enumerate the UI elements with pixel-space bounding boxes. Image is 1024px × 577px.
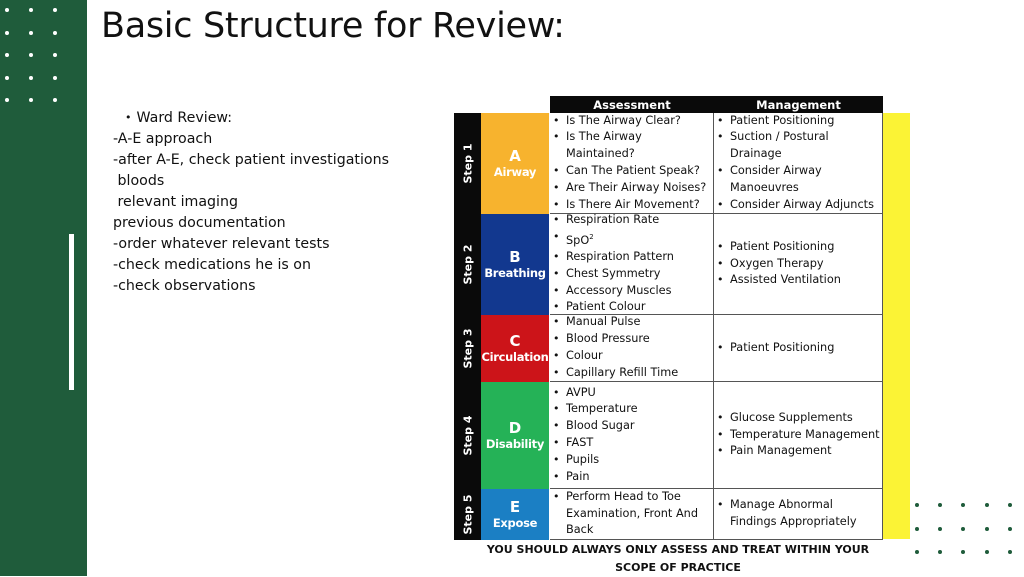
management-header: Management [714,96,883,113]
management-cell [714,382,883,489]
step-label [454,214,481,315]
management-item [717,272,882,289]
management-list [717,239,882,289]
assessment-item-text: Respiration Pattern [566,250,674,264]
letter-cell-c [481,315,549,383]
assessment-list [553,113,713,214]
letter: C [509,332,521,350]
management-item [717,239,882,256]
decorative-dot [1008,527,1012,531]
assessment-item-text: AVPU [566,385,596,399]
review-notes [113,107,443,297]
decorative-dot [938,527,942,531]
assessment-item-text: Pupils [566,452,600,466]
decorative-dot [915,527,919,531]
decorative-dot [985,527,989,531]
decorative-dot [29,31,33,35]
assessment-list [553,212,713,317]
assessment-item [553,249,713,266]
step-label [454,113,481,214]
assessment-item-text: Chest Symmetry [566,266,661,280]
letter: D [508,419,522,437]
bullet-dot-icon: • [125,111,132,124]
notes-line: -after A-E, check patient investigations [113,152,389,168]
management-cell [714,489,883,540]
management-item-text: Glucose Supplements [730,410,853,424]
assessment-item-text: Patient Colour [566,300,646,314]
management-list [717,497,882,531]
decorative-dot [1008,550,1012,554]
assessment-item-text: Manual Pulse [566,315,641,329]
assessment-item [553,365,713,382]
assessment-item-text: Are Their Airway Noises? [566,180,707,194]
notes-bullet [113,107,443,129]
assessment-item [553,180,713,197]
letter-word: Disability [485,437,545,451]
decorative-dot [29,8,33,12]
step-label-text: Step 3 [461,328,474,369]
management-item-text: Assisted Ventilation [730,273,841,287]
assessment-cell [550,315,714,382]
assessment-item-text: FAST [566,436,594,449]
step-label-text: Step 2 [461,244,474,285]
management-item-text: Pain Management [730,444,832,458]
decorative-dot [53,76,57,80]
decorative-dot [29,76,33,80]
management-item-text: Patient Positioning [730,113,835,127]
assessment-header: Assessment [550,96,714,113]
assessment-item [553,348,713,365]
step-label-text: Step 1 [461,143,474,184]
decorative-dot [915,503,919,507]
notes-bullet-text: Ward Review: [136,110,233,126]
assessment-item [553,418,713,435]
decorative-dot [29,98,33,102]
assessment-item [553,435,713,452]
assessment-list [553,314,713,381]
assessment-cell [550,382,714,489]
notes-line: -order whatever relevant tests [113,236,330,252]
letter-cell-e [481,489,549,541]
letter-cell-d [481,382,549,490]
management-item [717,443,882,460]
step-label-text: Step 5 [461,494,474,535]
decorative-dot [5,8,9,12]
management-item [717,163,882,197]
letter-word: Expose [492,516,538,530]
management-cell [714,315,883,382]
management-item [717,129,882,163]
assessment-item-text: Colour [566,349,603,362]
assessment-item-text: Is There Air Movement? [566,197,700,211]
assessment-cell [550,489,714,540]
assessment-cell [550,113,714,214]
assessment-item-text: Is The Airway Maintained? [566,130,642,161]
decorative-dot [961,503,965,507]
assessment-item [553,229,713,250]
letter: A [509,147,521,165]
management-item [717,340,882,357]
assessment-cell [550,214,714,315]
decorative-dot [1008,503,1012,507]
management-item [717,256,882,273]
management-item-text: Temperature Management [730,427,880,441]
management-item [717,497,882,531]
assessment-item-text: SpO [566,233,590,247]
letter: B [509,248,521,266]
letter: E [509,498,521,516]
management-item [717,197,882,214]
management-list [717,113,882,214]
assessment-item-text: Blood Pressure [566,332,650,346]
decorative-dot [5,76,9,80]
management-item [717,410,882,427]
management-item-text: Consider Airway Adjuncts [730,197,874,211]
abcde-assessment-table [454,95,910,576]
assessment-item [553,212,713,229]
step-label [454,382,481,489]
decorative-dot [53,98,57,102]
notes-line: previous documentation [113,215,286,231]
step-label-text: Step 4 [461,415,474,456]
assessment-item [553,314,713,331]
decorative-dot-grid-top-left [5,8,77,121]
decorative-dot [29,53,33,57]
step-label [454,315,481,382]
decorative-dot [985,550,989,554]
decorative-dot [53,8,57,12]
scope-of-practice-note: YOU SHOULD ALWAYS ONLY ASSESS AND TREAT WITHIN YOUR SCOPE OF PRACTICE [486,543,870,574]
assessment-item-text: Can The Patient Speak? [566,164,700,177]
assessment-item [553,489,713,539]
assessment-item [553,331,713,348]
assessment-item [553,283,713,300]
assessment-item [553,401,713,418]
spo2-superscript: 2 [589,232,594,241]
decorative-dot [5,53,9,57]
notes-line: relevant imaging [113,194,238,210]
assessment-item [553,113,713,130]
sidebar-accent-line [69,234,74,390]
assessment-item-text: Accessory Muscles [566,283,672,297]
management-item-text: Patient Positioning [730,239,835,253]
assessment-item [553,385,713,402]
slide-title: Basic Structure for Review: [101,6,565,46]
notes-line: -check medications he is on [113,257,311,273]
assessment-list [553,489,713,539]
letter-word: Breathing [484,266,546,280]
assessment-item-text: Perform Head to Toe Examination, Front And Back [566,489,699,537]
decorative-dot [5,98,9,102]
management-item [717,113,882,130]
decorative-dot [53,53,57,57]
assessment-item [553,452,713,469]
decorative-dot [961,527,965,531]
letter-cell-b [481,214,549,316]
notes-line: bloods [113,173,165,189]
management-item-text: Manage Abnormal Findings Appropriately [730,498,857,528]
assessment-item [553,129,713,163]
decorative-dot [985,503,989,507]
management-item-text: Suction / Postural Drainage [730,130,829,161]
letter-cell-a [481,113,549,215]
decorative-dot-grid-bottom-right [915,503,1024,574]
decorative-dot [5,31,9,35]
notes-line: -check observations [113,278,256,294]
assessment-item-text: Is The Airway Clear? [566,113,681,127]
management-cell [714,214,883,315]
management-list [717,410,882,460]
decorative-dot [961,550,965,554]
assessment-item-text: Blood Sugar [566,419,635,433]
assessment-item-text: Capillary Refill Time [566,365,679,379]
assessment-item-text: Respiration Rate [566,212,660,226]
letter-word: Airway [493,165,537,179]
notes-line: -A-E approach [113,131,213,147]
assessment-item [553,469,713,486]
decorative-dot [938,503,942,507]
assessment-item [553,266,713,283]
step-label [454,489,481,540]
management-item [717,427,882,444]
left-sidebar-panel [0,0,87,576]
assessment-item-text: Temperature [566,402,638,416]
decorative-dot [915,550,919,554]
yellow-accent-strip [883,113,910,539]
assessment-item-text: Pain [566,469,590,483]
management-item-text: Oxygen Therapy [730,256,824,270]
assessment-item [553,163,713,180]
assessment-list [553,385,713,486]
management-cell [714,113,883,214]
management-item-text: Patient Positioning [730,340,835,354]
decorative-dot [53,31,57,35]
decorative-dot [938,550,942,554]
letter-word: Circulation [481,350,549,364]
management-list [717,340,882,357]
management-item-text: Consider Airway Manoeuvres [730,164,822,194]
